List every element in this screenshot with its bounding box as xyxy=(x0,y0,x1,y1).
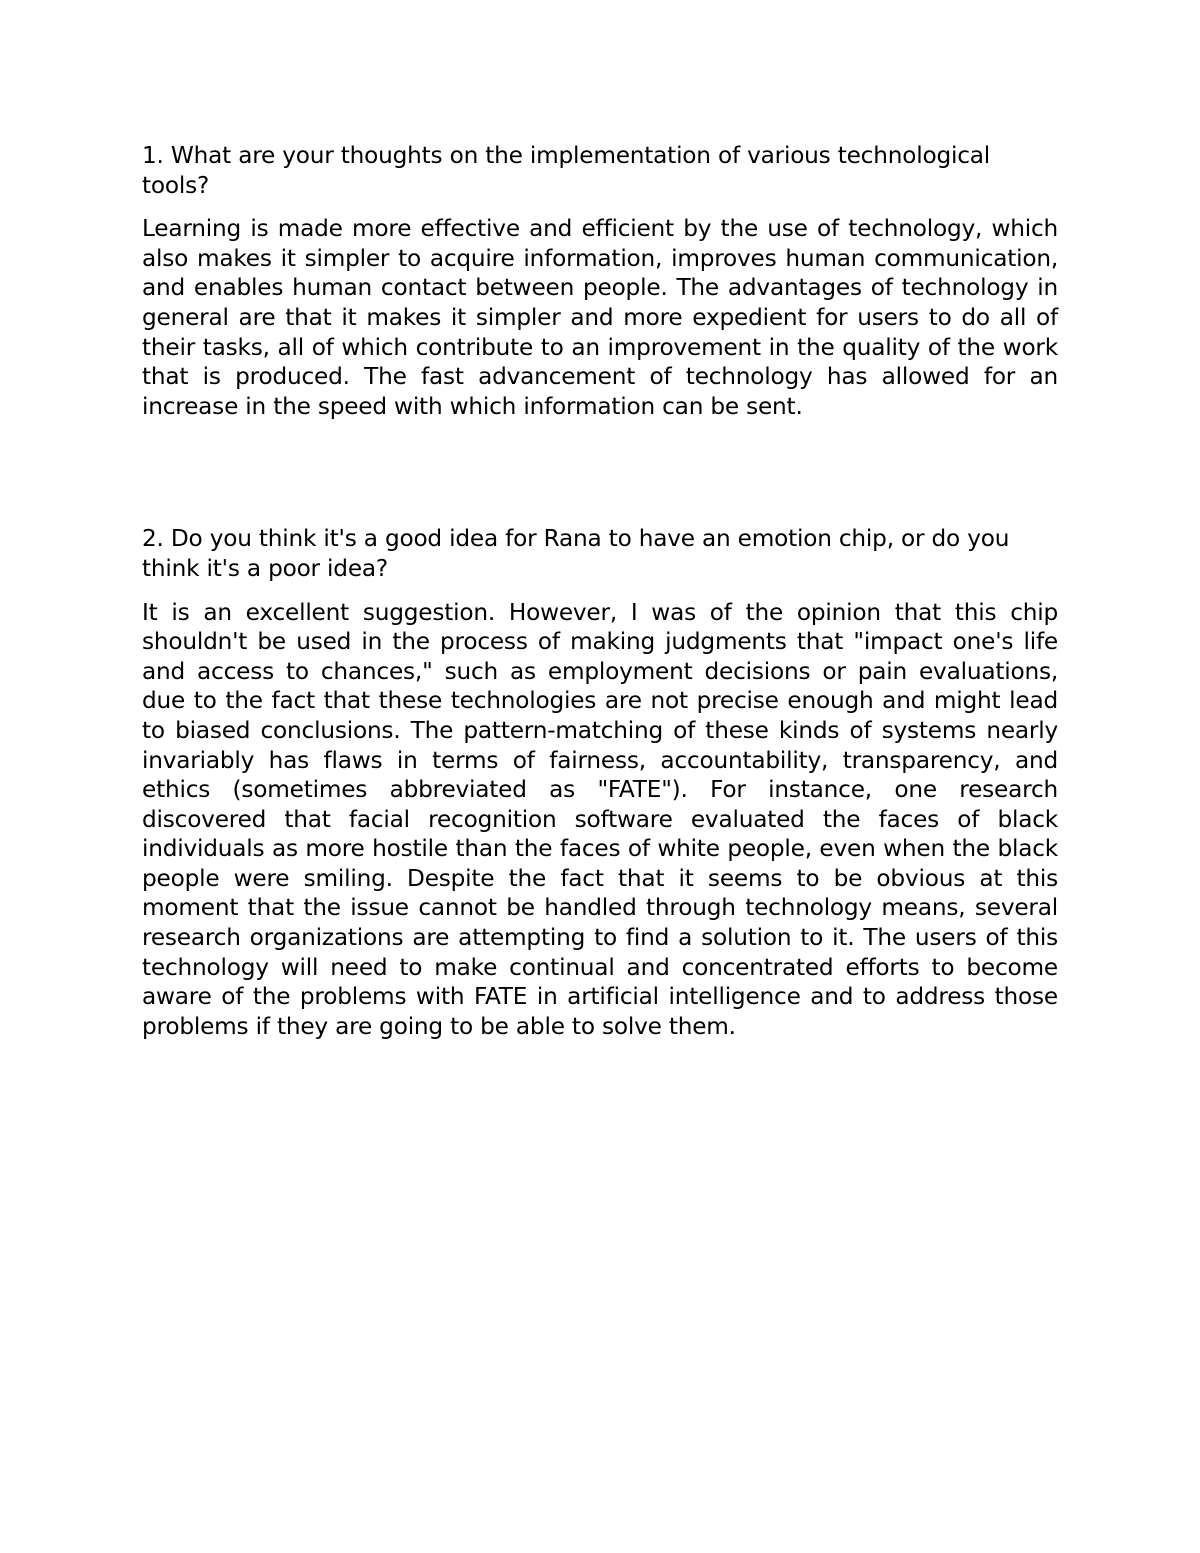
section-spacer xyxy=(142,421,1058,524)
answer-2: It is an excellent suggestion. However, I was of the opinion that this chip shouldn't be used in the process of making judgments that "impact one's life and access to chances," such as employment decisions or pain evaluations, due to the fact that these technologies are not precise enough and might lead to biased conclusions. The pattern-matching of these kinds of systems nearly invariably has flaws in terms of fairness, accountability, transparency, and ethics (sometimes abbreviated as "FATE"). For instance, one research discovered that facial recognition software evaluated the faces of black individuals as more hostile than the faces of white people, even when the black people were smiling. Despite the fact that it seems to be obvious at this moment that the issue cannot be handled through technology means, several research organizations are attempting to find a solution to it. The users of this technology will need to make continual and concentrated efforts to become aware of the problems with FATE in artificial intelligence and to address those problems if they are going to be able to solve them. xyxy=(142,598,1058,1040)
question-2: 2. Do you think it's a good idea for Rana to have an emotion chip, or do you think it's a poor idea? xyxy=(142,525,1010,582)
question-1: 1. What are your thoughts on the implementation of various technological tools? xyxy=(142,142,990,199)
document-body xyxy=(142,141,1058,1041)
answer-1: Learning is made more effective and efficient by the use of technology, which also makes it simpler to acquire information, improves human communication, and enables human contact between people. The advantages of technology in general are that it makes it simpler and more expedient for users to do all of their tasks, all of which contribute to an improvement in the quality of the work that is produced. The fast advancement of technology has allowed for an increase in the speed with which information can be sent. xyxy=(142,215,1058,420)
